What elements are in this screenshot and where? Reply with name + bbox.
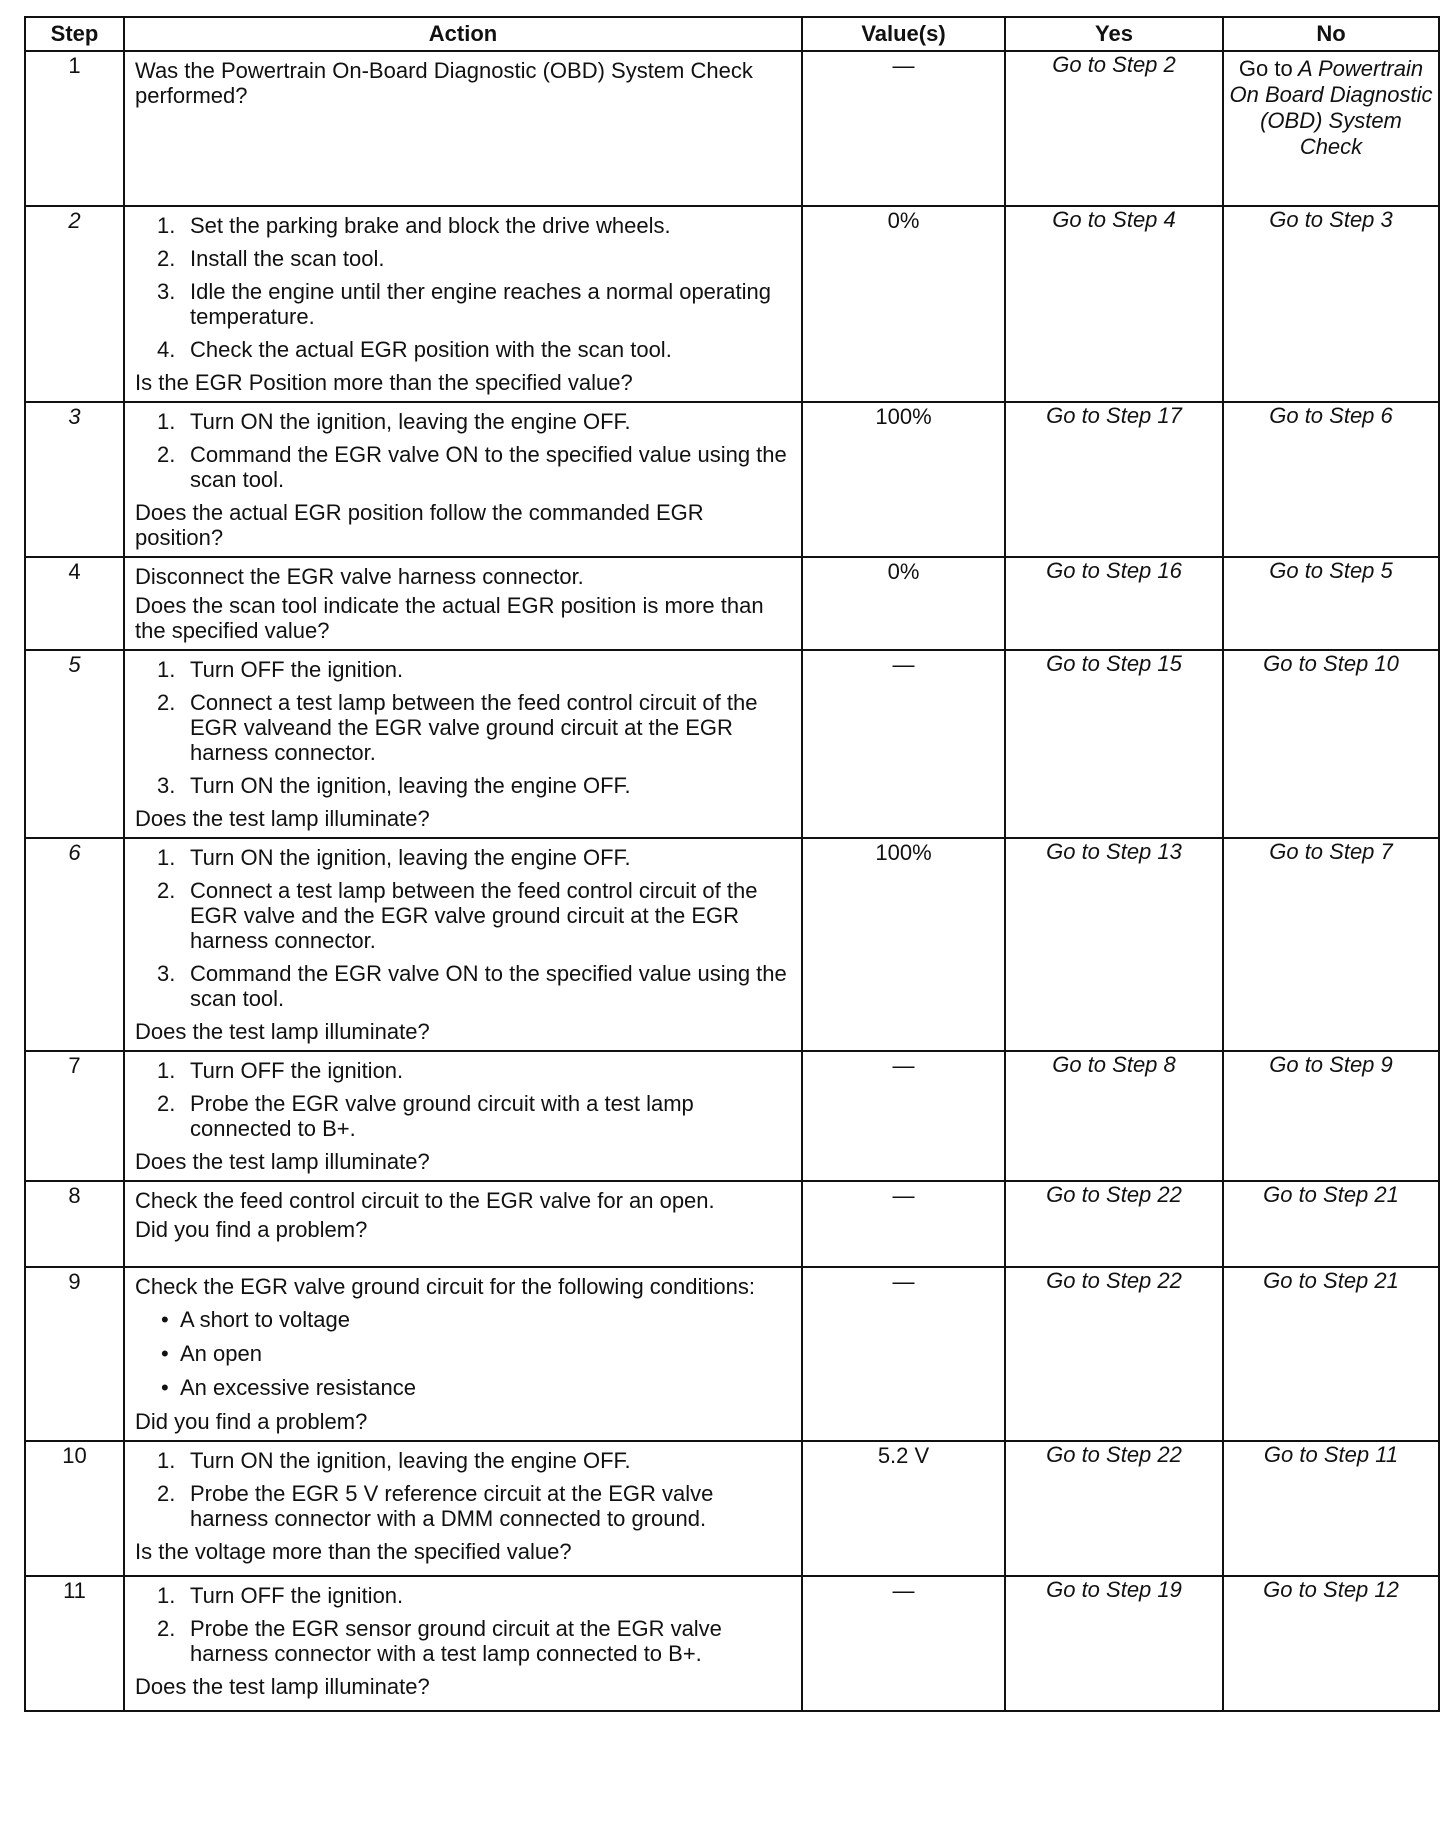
step-number: 9	[25, 1267, 124, 1441]
yes-cell: Go to Step 8	[1005, 1051, 1223, 1181]
substep-text: Connect a test lamp between the feed control circuit of the EGR valveand the EGR valve ground circuit at the EGR harness connector.	[190, 690, 758, 765]
substep-list	[135, 1058, 793, 1141]
substep-text: Probe the EGR 5 V reference circuit at the EGR valve harness connector with a DMM connected to ground.	[190, 1481, 714, 1531]
yes-cell: Go to Step 22	[1005, 1441, 1223, 1576]
substep-number: 3.	[157, 961, 176, 986]
no-link: A Powertrain On Board Diagnostic (OBD) System Check	[1229, 56, 1433, 159]
table-row	[25, 650, 1439, 838]
no-link: Go to Step 21	[1263, 1182, 1399, 1207]
action-cell	[124, 838, 802, 1051]
action-cell	[124, 557, 802, 650]
yes-cell: Go to Step 22	[1005, 1267, 1223, 1441]
substep-number: 1.	[157, 845, 176, 870]
substep-text: Turn OFF the ignition.	[190, 657, 404, 682]
no-prefix: Go to	[1238, 56, 1293, 81]
substep-number: 2.	[157, 878, 176, 903]
header-no: No	[1223, 17, 1439, 51]
action-question: Does the test lamp illuminate?	[135, 1674, 430, 1699]
step-number: 10	[25, 1441, 124, 1576]
substep-text: Command the EGR valve ON to the specified value using the scan tool.	[190, 442, 787, 492]
action-cell	[124, 1051, 802, 1181]
substep-text: Turn ON the ignition, leaving the engine OFF.	[190, 1448, 631, 1473]
action-cell	[124, 1576, 802, 1711]
substep-number: 1.	[157, 657, 176, 682]
value-cell: 100%	[802, 402, 1005, 557]
action-question: Did you find a problem?	[135, 1409, 368, 1434]
bullet-item: • An open	[135, 1341, 793, 1366]
no-link: Go to Step 10	[1263, 651, 1399, 676]
substep-number: 3.	[157, 279, 176, 304]
action-cell	[124, 1181, 802, 1267]
substep-text: Install the scan tool.	[190, 246, 385, 271]
substep-item	[135, 1058, 793, 1083]
table-row	[25, 206, 1439, 402]
no-link: Go to Step 3	[1269, 207, 1393, 232]
substep-item	[135, 1448, 793, 1473]
value-cell: —	[802, 1181, 1005, 1267]
no-cell	[1223, 1181, 1439, 1267]
substep-text: Turn OFF the ignition.	[190, 1583, 404, 1608]
no-cell	[1223, 557, 1439, 650]
step-number: 6	[25, 838, 124, 1051]
action-cell	[124, 650, 802, 838]
no-link: Go to Step 11	[1263, 1442, 1399, 1467]
value-cell: —	[802, 51, 1005, 206]
action-cell	[124, 206, 802, 402]
substep-text: Probe the EGR valve ground circuit with a test lamp connected to B+.	[190, 1091, 694, 1141]
no-link: Go to Step 9	[1269, 1052, 1393, 1077]
no-link: Go to Step 21	[1263, 1268, 1399, 1293]
substep-item	[135, 878, 793, 953]
action-cell	[124, 51, 802, 206]
substep-item	[135, 409, 793, 434]
yes-cell: Go to Step 15	[1005, 650, 1223, 838]
action-question: Is the voltage more than the specified value?	[135, 1539, 572, 1564]
no-cell	[1223, 51, 1439, 206]
substep-item	[135, 1091, 793, 1141]
table-row	[25, 1181, 1439, 1267]
yes-cell: Go to Step 17	[1005, 402, 1223, 557]
action-text: Disconnect the EGR valve harness connector.	[135, 564, 584, 589]
table-body	[25, 51, 1439, 1711]
substep-item	[135, 657, 793, 682]
header-action: Action	[124, 17, 802, 51]
no-cell	[1223, 1051, 1439, 1181]
substep-item	[135, 246, 793, 271]
action-cell	[124, 1441, 802, 1576]
action-text: Check the feed control circuit to the EGR valve for an open.	[135, 1188, 715, 1213]
substep-item	[135, 1616, 793, 1666]
header-yes: Yes	[1005, 17, 1223, 51]
action-question: Does the test lamp illuminate?	[135, 806, 430, 831]
substep-number: 4.	[157, 337, 176, 362]
table-row	[25, 1441, 1439, 1576]
substep-list	[135, 845, 793, 1011]
value-cell: 0%	[802, 206, 1005, 402]
step-number: 8	[25, 1181, 124, 1267]
substep-number: 1.	[157, 1058, 176, 1083]
action-text: Was the Powertrain On-Board Diagnostic (OBD) System Check performed?	[135, 58, 753, 108]
substep-text: Turn OFF the ignition.	[190, 1058, 404, 1083]
table-row	[25, 557, 1439, 650]
substep-item	[135, 337, 793, 362]
substep-list	[135, 657, 793, 798]
substep-text: Connect a test lamp between the feed control circuit of the EGR valve and the EGR valve ground circuit at the EGR harness connector.	[190, 878, 758, 953]
substep-list	[135, 1448, 793, 1531]
substep-item	[135, 1481, 793, 1531]
substep-text: Probe the EGR sensor ground circuit at the EGR valve harness connector with a test lamp connected to B+.	[190, 1616, 722, 1666]
substep-number: 1.	[157, 409, 176, 434]
substep-list	[135, 213, 793, 362]
action-question: Does the test lamp illuminate?	[135, 1019, 430, 1044]
yes-cell: Go to Step 2	[1005, 51, 1223, 206]
substep-list	[135, 409, 793, 492]
table-row	[25, 1576, 1439, 1711]
substep-text: Set the parking brake and block the drive wheels.	[190, 213, 671, 238]
substep-list	[135, 1583, 793, 1666]
value-cell: —	[802, 1267, 1005, 1441]
step-number: 11	[25, 1576, 124, 1711]
substep-text: Idle the engine until ther engine reaches a normal operating temperature.	[190, 279, 771, 329]
no-cell	[1223, 1267, 1439, 1441]
substep-item	[135, 961, 793, 1011]
substep-number: 1.	[157, 1448, 176, 1473]
header-step: Step	[25, 17, 124, 51]
no-cell	[1223, 402, 1439, 557]
table-row	[25, 1267, 1439, 1441]
bullet-item: • An excessive resistance	[135, 1375, 793, 1400]
substep-text: Turn ON the ignition, leaving the engine OFF.	[190, 845, 631, 870]
substep-item	[135, 442, 793, 492]
substep-number: 2.	[157, 442, 176, 467]
value-cell: —	[802, 650, 1005, 838]
no-cell	[1223, 838, 1439, 1051]
substep-item	[135, 279, 793, 329]
substep-text: Check the actual EGR position with the scan tool.	[190, 337, 672, 362]
action-text: Check the EGR valve ground circuit for the following conditions:	[135, 1274, 755, 1299]
substep-number: 2.	[157, 1091, 176, 1116]
no-cell	[1223, 650, 1439, 838]
step-number: 5	[25, 650, 124, 838]
action-question: Does the actual EGR position follow the commanded EGR position?	[135, 500, 704, 550]
no-cell	[1223, 1441, 1439, 1576]
value-cell: —	[802, 1576, 1005, 1711]
substep-number: 3.	[157, 773, 176, 798]
yes-cell: Go to Step 13	[1005, 838, 1223, 1051]
action-question: Does the scan tool indicate the actual EGR position is more than the specified value?	[135, 593, 764, 643]
action-question: Is the EGR Position more than the specified value?	[135, 370, 633, 395]
no-cell	[1223, 1576, 1439, 1711]
substep-number: 2.	[157, 1481, 176, 1506]
table-row	[25, 51, 1439, 206]
substep-number: 2.	[157, 690, 176, 715]
substep-item	[135, 1583, 793, 1608]
substep-item	[135, 690, 793, 765]
action-cell	[124, 1267, 802, 1441]
value-cell: 100%	[802, 838, 1005, 1051]
header-values: Value(s)	[802, 17, 1005, 51]
substep-text: Command the EGR valve ON to the specified value using the scan tool.	[190, 961, 787, 1011]
no-cell	[1223, 206, 1439, 402]
no-link: Go to Step 6	[1269, 403, 1393, 428]
substep-text: Turn ON the ignition, leaving the engine OFF.	[190, 409, 631, 434]
no-link: Go to Step 5	[1269, 558, 1393, 583]
substep-item	[135, 213, 793, 238]
substep-number: 1.	[157, 1583, 176, 1608]
action-question: Did you find a problem?	[135, 1217, 368, 1242]
no-link: Go to Step 7	[1269, 839, 1393, 864]
action-question: Does the test lamp illuminate?	[135, 1149, 430, 1174]
step-number: 2	[25, 206, 124, 402]
table-row	[25, 838, 1439, 1051]
substep-number: 1.	[157, 213, 176, 238]
substep-number: 2.	[157, 246, 176, 271]
value-cell: —	[802, 1051, 1005, 1181]
step-number: 7	[25, 1051, 124, 1181]
substep-number: 2.	[157, 1616, 176, 1641]
substep-text: Turn ON the ignition, leaving the engine OFF.	[190, 773, 631, 798]
table-row	[25, 1051, 1439, 1181]
table-row	[25, 402, 1439, 557]
yes-cell: Go to Step 22	[1005, 1181, 1223, 1267]
yes-cell: Go to Step 19	[1005, 1576, 1223, 1711]
value-cell: 0%	[802, 557, 1005, 650]
yes-cell: Go to Step 16	[1005, 557, 1223, 650]
action-cell	[124, 402, 802, 557]
step-number: 4	[25, 557, 124, 650]
bullet-item: • A short to voltage	[135, 1307, 793, 1332]
substep-item	[135, 773, 793, 798]
substep-item	[135, 845, 793, 870]
header-row	[25, 17, 1439, 51]
value-cell: 5.2 V	[802, 1441, 1005, 1576]
no-link: Go to Step 12	[1263, 1577, 1399, 1602]
step-number: 3	[25, 402, 124, 557]
yes-cell: Go to Step 4	[1005, 206, 1223, 402]
bullet-list	[135, 1307, 793, 1400]
step-number: 1	[25, 51, 124, 206]
diagnostic-table	[24, 16, 1440, 1712]
